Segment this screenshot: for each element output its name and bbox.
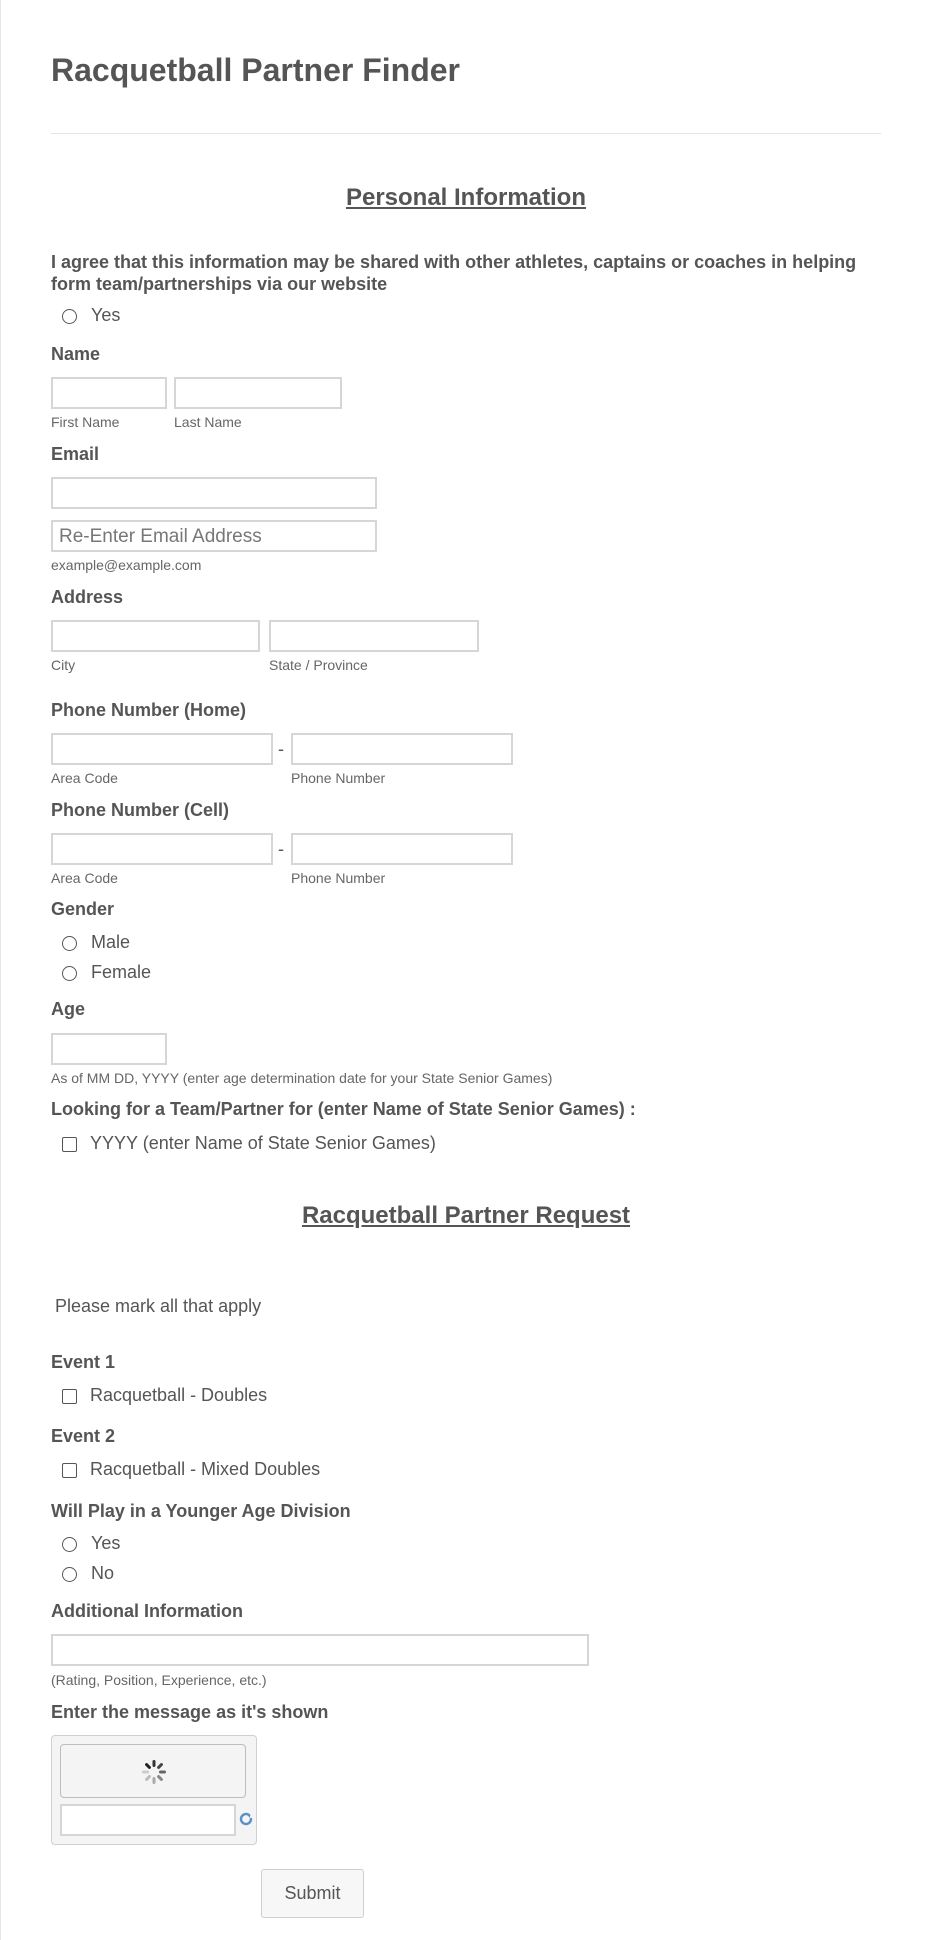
additional-input[interactable]	[51, 1634, 589, 1666]
looking-label: Looking for a Team/Partner for (enter Name of State Senior Games) :	[51, 1099, 636, 1119]
event1-checkbox[interactable]	[62, 1389, 77, 1404]
city-input[interactable]	[51, 620, 260, 652]
gender-male-radio[interactable]	[62, 936, 77, 951]
event1-label: Event 1	[51, 1352, 116, 1372]
event2-checkbox[interactable]	[62, 1463, 77, 1478]
instructions-text: Please mark all that apply	[55, 1296, 262, 1316]
captcha-label: Enter the message as it's shown	[51, 1702, 329, 1722]
address-label: Address	[51, 587, 124, 607]
event2-option-label: Racquetball - Mixed Doubles	[90, 1459, 321, 1479]
email-input[interactable]	[51, 477, 377, 509]
section-heading-personal: Personal Information	[345, 184, 587, 211]
phone-home-separator: -	[278, 739, 284, 759]
phone-cell-separator: -	[278, 839, 284, 859]
consent-question: I agree that this information may be shared with other athletes, captains or coaches in helping form team/partnerships via our website	[51, 252, 857, 294]
phone-cell-label: Phone Number (Cell)	[51, 800, 230, 820]
city-sublabel: City	[51, 657, 76, 673]
refresh-icon[interactable]	[237, 1810, 255, 1828]
phone-cell-area-sublabel: Area Code	[51, 870, 118, 886]
loading-spinner-icon	[61, 1745, 247, 1799]
younger-no-radio[interactable]	[62, 1567, 77, 1582]
submit-button[interactable]: Submit	[261, 1869, 364, 1918]
additional-sublabel: (Rating, Position, Experience, etc.)	[51, 1672, 267, 1688]
younger-yes-label: Yes	[91, 1533, 121, 1553]
age-sublabel: As of MM DD, YYYY (enter age determination date for your State Senior Games)	[51, 1070, 553, 1086]
phone-cell-number-input[interactable]	[291, 833, 513, 865]
captcha-image	[60, 1744, 246, 1798]
younger-label: Will Play in a Younger Age Division	[51, 1501, 351, 1521]
consent-yes-label: Yes	[91, 305, 121, 325]
age-input[interactable]	[51, 1033, 167, 1065]
name-label: Name	[51, 344, 101, 364]
phone-cell-number-sublabel: Phone Number	[291, 870, 386, 886]
phone-home-area-input[interactable]	[51, 733, 273, 765]
gender-male-label: Male	[91, 932, 131, 952]
gender-label: Gender	[51, 899, 115, 919]
consent-yes-radio[interactable]	[62, 309, 77, 324]
gender-female-label: Female	[91, 962, 152, 982]
looking-option-checkbox[interactable]	[62, 1137, 77, 1152]
looking-option-label: YYYY (enter Name of State Senior Games)	[90, 1133, 436, 1153]
phone-home-area-sublabel: Area Code	[51, 770, 118, 786]
title-divider	[51, 133, 881, 134]
email-label: Email	[51, 444, 100, 464]
phone-cell-area-input[interactable]	[51, 833, 273, 865]
younger-no-label: No	[91, 1563, 115, 1583]
phone-home-label: Phone Number (Home)	[51, 700, 247, 720]
state-input[interactable]	[269, 620, 479, 652]
younger-yes-radio[interactable]	[62, 1537, 77, 1552]
section-heading-request: Racquetball Partner Request	[301, 1202, 631, 1229]
phone-home-number-sublabel: Phone Number	[291, 770, 386, 786]
event1-option-label: Racquetball - Doubles	[90, 1385, 268, 1405]
phone-home-number-input[interactable]	[291, 733, 513, 765]
age-label: Age	[51, 999, 86, 1019]
first-name-sublabel: First Name	[51, 414, 120, 430]
gender-female-radio[interactable]	[62, 966, 77, 981]
reenter-email-input[interactable]: Re-Enter Email Address	[51, 520, 377, 552]
additional-label: Additional Information	[51, 1601, 243, 1621]
first-name-input[interactable]	[51, 377, 167, 409]
last-name-sublabel: Last Name	[174, 414, 242, 430]
email-sublabel: example@example.com	[51, 557, 202, 573]
captcha-input[interactable]	[60, 1804, 236, 1836]
form-title: Racquetball Partner Finder	[51, 52, 460, 88]
last-name-input[interactable]	[174, 377, 342, 409]
event2-label: Event 2	[51, 1426, 116, 1446]
state-sublabel: State / Province	[269, 657, 368, 673]
